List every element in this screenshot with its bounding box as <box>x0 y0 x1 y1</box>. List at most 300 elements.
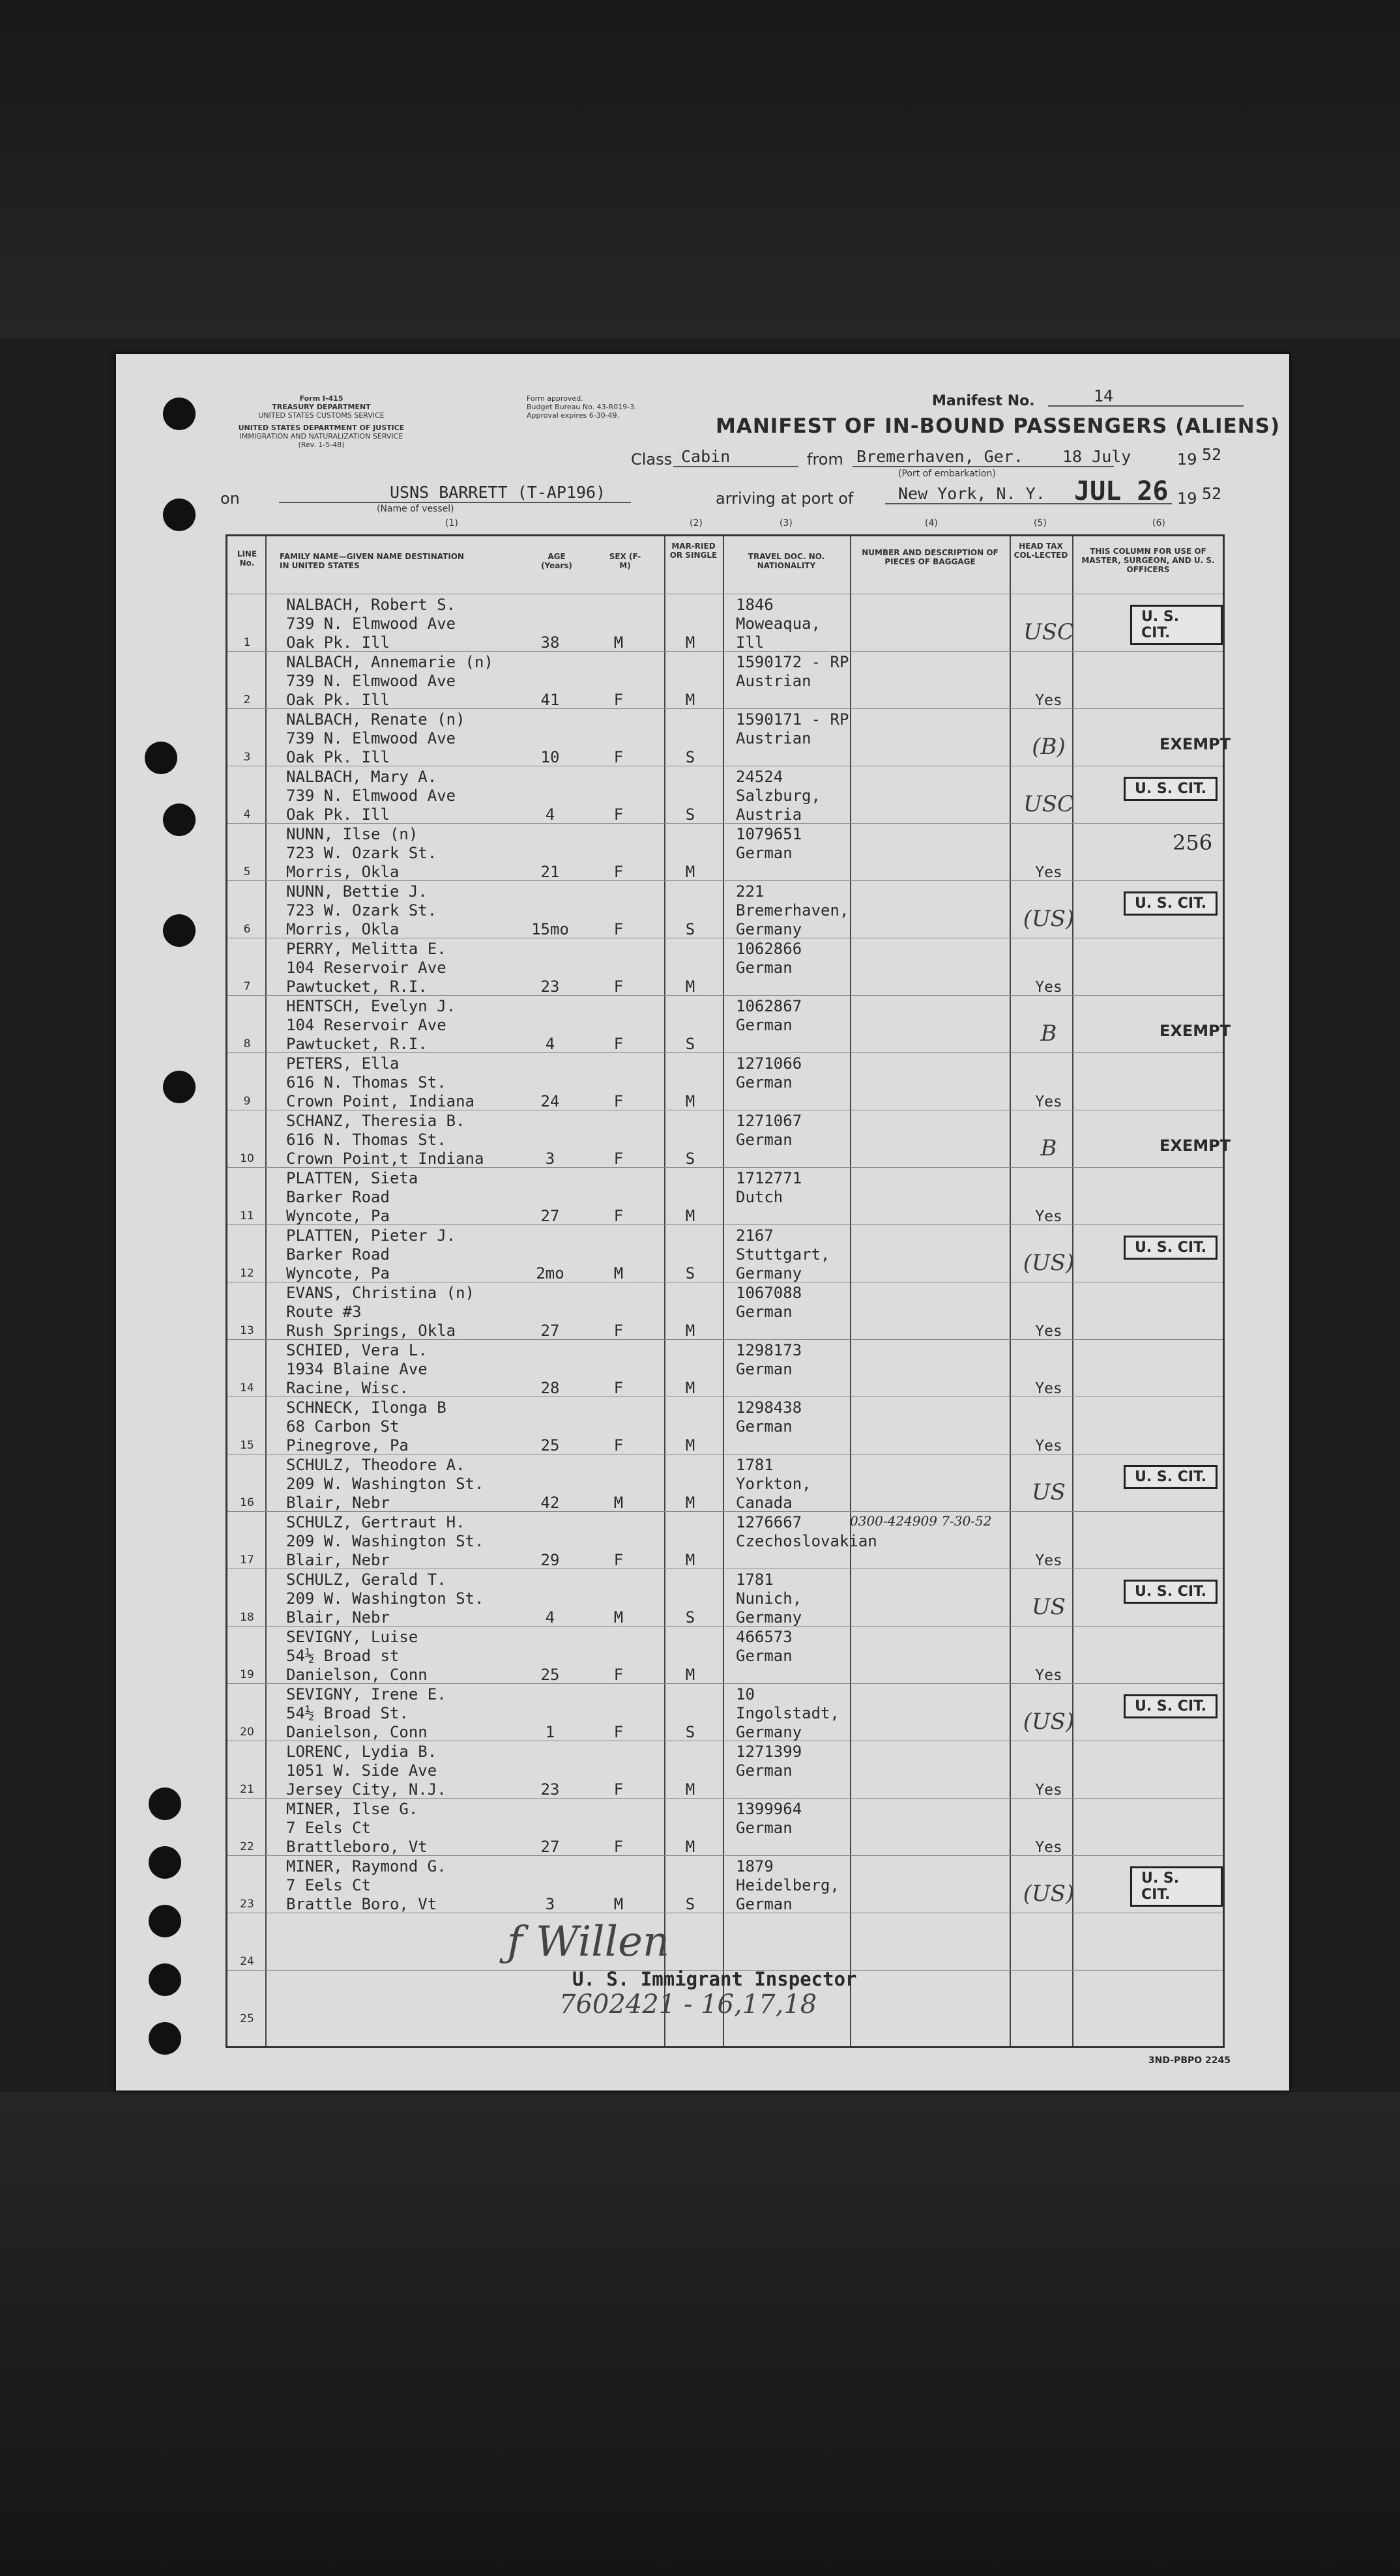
sex-cell: F <box>613 748 624 766</box>
travel-doc-number: 1590172 - RP <box>736 653 849 671</box>
table-row <box>227 1741 1223 1799</box>
travel-doc-number: 1712771 <box>736 1169 802 1187</box>
travel-doc-number: 1846 <box>736 596 774 614</box>
handwritten-mark: (US) <box>1023 906 1075 932</box>
address-city: Pinegrove, Pa <box>286 1436 409 1454</box>
header-line-no: LINE No. <box>237 549 257 568</box>
passenger-name: LORENC, Lydia B. <box>286 1743 437 1761</box>
address-city: Morris, Okla <box>286 920 400 938</box>
binder-hole <box>149 1905 181 1937</box>
table-row <box>227 1339 1223 1397</box>
embarkation-date: 18 July <box>1062 447 1131 466</box>
marital-cell: S <box>685 1608 695 1627</box>
travel-doc-number: 1062867 <box>736 997 802 1015</box>
line-number: 21 <box>240 1783 254 1796</box>
sex-cell: M <box>613 1264 624 1282</box>
manifest-table <box>226 534 1231 2048</box>
address-street: 1051 W. Side Ave <box>286 1761 437 1780</box>
age-cell: 3 <box>545 1895 555 1913</box>
nationality-line1: Ingolstadt, <box>736 1704 839 1722</box>
age-cell: 25 <box>540 1666 560 1684</box>
exempt-stamp: EXEMPT <box>1159 1022 1231 1040</box>
line-number: 2 <box>243 693 251 706</box>
address-city: Blair, Nebr <box>286 1608 390 1627</box>
marital-cell: M <box>685 1494 695 1512</box>
binder-hole <box>163 499 196 531</box>
sex-cell: F <box>613 977 624 996</box>
address-city: Danielson, Conn <box>286 1723 428 1741</box>
embarkation-year: 52 <box>1202 445 1222 464</box>
nationality-line2: German <box>736 1895 793 1913</box>
address-street: 68 Carbon St <box>286 1417 400 1436</box>
sex-cell: M <box>613 633 624 652</box>
address-city: Blair, Nebr <box>286 1494 390 1512</box>
address-street: 739 N. Elmwood Ave <box>286 787 456 805</box>
marital-cell: M <box>685 1551 695 1569</box>
sex-cell: F <box>613 1379 624 1397</box>
address-city: Oak Pk. Ill <box>286 691 390 709</box>
table-row <box>227 1167 1223 1225</box>
vessel-caption: (Name of vessel) <box>377 504 454 514</box>
binder-hole <box>163 1071 196 1103</box>
age-cell: 4 <box>545 805 555 824</box>
address-city: Wyncote, Pa <box>286 1264 390 1282</box>
revision: (Rev. 1-5-48) <box>298 441 345 449</box>
address-street: 209 W. Washington St. <box>286 1532 484 1550</box>
handwritten-mark: USC <box>1023 791 1074 817</box>
age-cell: 27 <box>540 1207 560 1225</box>
budget-bureau-text: Budget Bureau No. 43-R019-3. <box>527 403 637 411</box>
nationality-line1: Bremerhaven, <box>736 901 849 919</box>
address-street: Barker Road <box>286 1245 390 1264</box>
nationality-line1: Austrian <box>736 672 811 690</box>
address-street: 54½ Broad St. <box>286 1704 409 1722</box>
address-city: Racine, Wisc. <box>286 1379 409 1397</box>
sex-cell: M <box>613 1494 624 1512</box>
line-number: 1 <box>243 636 251 649</box>
address-city: Oak Pk. Ill <box>286 748 390 766</box>
handwritten-note: 7602421 - 16,17,18 <box>559 1990 817 2019</box>
table-row <box>227 1224 1223 1282</box>
col-number: (4) <box>925 518 938 528</box>
marital-cell: M <box>685 1379 695 1397</box>
sex-cell: F <box>613 1780 624 1799</box>
travel-doc-number: 2167 <box>736 1226 774 1245</box>
passenger-name: PLATTEN, Pieter J. <box>286 1226 456 1245</box>
address-street: 54½ Broad st <box>286 1647 400 1665</box>
address-city: Oak Pk. Ill <box>286 805 390 824</box>
nationality-line1: German <box>736 1016 793 1034</box>
table-row <box>227 1052 1223 1110</box>
table-row <box>227 1798 1223 1856</box>
sex-cell: F <box>613 920 624 938</box>
vessel-name: USNS BARRETT (T-AP196) <box>279 483 631 503</box>
line-number: 10 <box>240 1152 254 1165</box>
sex-cell: F <box>613 1551 624 1569</box>
nationality-line2: Austria <box>736 805 802 824</box>
passenger-name: SCHIED, Vera L. <box>286 1341 428 1359</box>
passenger-name: NALBACH, Robert S. <box>286 596 456 614</box>
marital-cell: M <box>685 1207 695 1225</box>
line-number: 3 <box>243 751 251 764</box>
address-city: Jersey City, N.J. <box>286 1780 446 1799</box>
table-row <box>227 880 1223 938</box>
nationality-line1: Dutch <box>736 1188 783 1206</box>
head-tax-cell: Yes <box>1035 1667 1062 1684</box>
justice-dept: UNITED STATES DEPARTMENT OF JUSTICE <box>238 424 405 432</box>
address-city: Crown Point,t Indiana <box>286 1150 484 1168</box>
travel-doc-number: 1879 <box>736 1857 774 1875</box>
head-tax-cell: Yes <box>1035 1839 1062 1856</box>
address-street: 7 Eels Ct <box>286 1876 372 1894</box>
head-tax-cell: Yes <box>1035 1208 1062 1225</box>
inspector-label: U. S. Immigrant Inspector <box>572 1968 857 1990</box>
passenger-name: SEVIGNY, Luise <box>286 1628 418 1646</box>
nationality-line2: Germany <box>736 1264 802 1282</box>
address-city: Blair, Nebr <box>286 1551 390 1569</box>
exempt-stamp: EXEMPT <box>1159 735 1231 753</box>
us-citizen-stamp: U. S. CIT. <box>1124 1580 1218 1604</box>
ins-service: IMMIGRATION AND NATURALIZATION SERVICE <box>239 432 403 441</box>
line-number: 22 <box>240 1840 254 1853</box>
col-number: (3) <box>780 518 793 528</box>
address-city: Pawtucket, R.I. <box>286 1035 428 1053</box>
page-title: MANIFEST OF IN-BOUND PASSENGERS (ALIENS) <box>716 414 1281 438</box>
address-city: Pawtucket, R.I. <box>286 977 428 996</box>
year-prefix-2: 19 <box>1177 489 1197 508</box>
class-label: Class <box>631 450 673 469</box>
col-number: (1) <box>445 518 458 528</box>
arriving-label: arriving at port of <box>716 489 854 508</box>
age-cell: 42 <box>540 1494 560 1512</box>
binder-hole <box>149 1846 181 1879</box>
header-age: AGE (Years) <box>541 552 572 570</box>
line-number: 4 <box>243 808 251 821</box>
binder-hole <box>145 742 177 774</box>
marital-cell: M <box>685 1322 695 1340</box>
passenger-name: EVANS, Christina (n) <box>286 1284 474 1302</box>
age-cell: 3 <box>545 1150 555 1168</box>
age-cell: 1 <box>545 1723 555 1741</box>
travel-doc-number: 1067088 <box>736 1284 802 1302</box>
arrival-year: 52 <box>1202 484 1222 503</box>
officer-number: 256 <box>1173 830 1213 855</box>
table-row <box>227 1683 1223 1741</box>
us-citizen-stamp: U. S. CIT. <box>1124 1694 1218 1718</box>
film-border-bottom <box>0 2092 1400 2576</box>
passenger-name: NALBACH, Mary A. <box>286 768 437 786</box>
travel-doc-number: 1781 <box>736 1456 774 1474</box>
travel-doc-number: 1276667 <box>736 1513 802 1531</box>
arrival-date-stamp: JUL 26 <box>1074 476 1169 506</box>
address-city: Crown Point, Indiana <box>286 1092 474 1110</box>
nationality-line2: Ill <box>736 633 765 652</box>
embarkation-port: Bremerhaven, Ger. <box>853 447 1114 467</box>
sex-cell: M <box>613 1608 624 1627</box>
line-number: 16 <box>240 1496 254 1509</box>
head-tax-cell: Yes <box>1035 1093 1062 1110</box>
nationality-line1: German <box>736 1761 793 1780</box>
us-citizen-stamp: U. S. CIT. <box>1124 777 1218 801</box>
passenger-name: PERRY, Melitta E. <box>286 940 446 958</box>
table-row <box>227 766 1223 824</box>
table-row <box>227 995 1231 1053</box>
handwritten-mark: (B) <box>1032 734 1066 760</box>
handwritten-mark: (US) <box>1023 1709 1075 1735</box>
head-tax-cell: Yes <box>1035 1323 1062 1340</box>
treasury-dept: TREASURY DEPARTMENT <box>272 403 371 411</box>
col-number: (2) <box>690 518 703 528</box>
travel-doc-number: 466573 <box>736 1628 793 1646</box>
approval-text: Form approved. <box>527 394 583 403</box>
age-cell: 27 <box>540 1322 560 1340</box>
sex-cell: F <box>613 1150 624 1168</box>
address-city: Brattleboro, Vt <box>286 1838 428 1856</box>
nationality-line2: Germany <box>736 1723 802 1741</box>
nationality-line1: German <box>736 1417 793 1436</box>
marital-cell: M <box>685 863 695 881</box>
address-city: Brattle Boro, Vt <box>286 1895 437 1913</box>
header-officers: THIS COLUMN FOR USE OF MASTER, SURGEON, AND U. S. OFFICERS <box>1081 547 1215 574</box>
address-street: 7 Eels Ct <box>286 1819 372 1837</box>
line-number: 9 <box>243 1095 251 1108</box>
passenger-name: MINER, Raymond G. <box>286 1857 446 1875</box>
form-agency-block <box>214 394 429 449</box>
line-number: 25 <box>240 2012 254 2025</box>
nationality-line1: German <box>736 1360 793 1378</box>
passenger-name: NALBACH, Annemarie (n) <box>286 653 493 671</box>
header-travel-doc: TRAVEL DOC. NO. NATIONALITY <box>748 552 825 570</box>
travel-doc-number: 1298173 <box>736 1341 802 1359</box>
line-number: 19 <box>240 1668 254 1681</box>
table-row <box>227 1397 1223 1454</box>
us-citizen-stamp: U. S. CIT. <box>1124 1236 1218 1260</box>
inspector-signature: ƒ Willen <box>507 1918 670 1966</box>
passenger-name: SCHULZ, Gertraut H. <box>286 1513 465 1531</box>
travel-doc-number: 1298438 <box>736 1398 802 1417</box>
table-row <box>227 1454 1223 1512</box>
passenger-name: MINER, Ilse G. <box>286 1800 418 1818</box>
line-number: 18 <box>240 1611 254 1624</box>
binder-hole <box>149 2022 181 2055</box>
age-cell: 38 <box>540 633 560 652</box>
head-tax-cell: Yes <box>1035 1380 1062 1397</box>
table-row <box>227 1913 1223 1971</box>
travel-doc-number: 221 <box>736 882 765 901</box>
table-row <box>227 823 1223 881</box>
binder-hole <box>163 398 196 430</box>
nationality-line2: Germany <box>736 920 802 938</box>
head-tax-cell: Yes <box>1035 692 1062 709</box>
sex-cell: F <box>613 1322 624 1340</box>
table-row <box>227 651 1223 709</box>
handwritten-mark: (US) <box>1023 1881 1075 1907</box>
travel-doc-number: 1271067 <box>736 1112 802 1130</box>
age-cell: 29 <box>540 1551 560 1569</box>
us-citizen-stamp: U. S. CIT. <box>1130 605 1223 645</box>
travel-doc-number: 1062866 <box>736 940 802 958</box>
year-prefix: 19 <box>1177 450 1197 469</box>
line-number: 14 <box>240 1382 254 1395</box>
address-city: Oak Pk. Ill <box>286 633 390 652</box>
header-head-tax: HEAD TAX COL-LECTED <box>1014 542 1068 560</box>
nationality-line1: Moweaqua, <box>736 615 821 633</box>
marital-cell: S <box>685 1150 695 1168</box>
manifest-sheet <box>116 354 1289 2091</box>
handwritten-mark: US <box>1032 1594 1066 1620</box>
line-number: 6 <box>243 923 251 936</box>
table-row <box>227 1626 1223 1684</box>
form-number: Form I-415 <box>299 394 343 403</box>
travel-doc-number: 1590171 - RP <box>736 710 849 729</box>
nationality-line1: German <box>736 1647 793 1665</box>
age-cell: 41 <box>540 691 560 709</box>
age-cell: 24 <box>540 1092 560 1110</box>
header-name: FAMILY NAME—GIVEN NAME DESTINATION IN UNITED STATES <box>280 552 465 570</box>
address-street: 723 W. Ozark St. <box>286 901 437 919</box>
age-cell: 23 <box>540 977 560 996</box>
sex-cell: F <box>613 1207 624 1225</box>
head-tax-cell: Yes <box>1035 1782 1062 1799</box>
film-border-top <box>0 0 1400 339</box>
address-street: 723 W. Ozark St. <box>286 844 437 862</box>
address-street: 616 N. Thomas St. <box>286 1073 446 1092</box>
col-number: (6) <box>1152 518 1165 528</box>
address-street: Barker Road <box>286 1188 390 1206</box>
line-number: 8 <box>243 1037 251 1050</box>
marital-cell: S <box>685 1264 695 1282</box>
passenger-name: NUNN, Bettie J. <box>286 882 428 901</box>
header-baggage: NUMBER AND DESCRIPTION OF PIECES OF BAGGAGE <box>862 548 999 566</box>
passenger-name: HENTSCH, Evelyn J. <box>286 997 456 1015</box>
sex-cell: F <box>613 1035 624 1053</box>
customs-service: UNITED STATES CUSTOMS SERVICE <box>258 411 385 420</box>
manifest-no-value: 14 <box>1048 386 1244 407</box>
approval-expiry: Approval expires 6-30-49. <box>527 411 620 420</box>
address-street: 739 N. Elmwood Ave <box>286 615 456 633</box>
line-number: 15 <box>240 1439 254 1452</box>
nationality-line1: German <box>736 959 793 977</box>
table-row <box>227 1110 1231 1168</box>
sex-cell: F <box>613 1723 624 1741</box>
sex-cell: M <box>613 1895 624 1913</box>
line-number: 24 <box>240 1955 254 1968</box>
marital-cell: S <box>685 748 695 766</box>
address-street: 104 Reservoir Ave <box>286 959 446 977</box>
age-cell: 23 <box>540 1780 560 1799</box>
passenger-name: NALBACH, Renate (n) <box>286 710 465 729</box>
line-number: 13 <box>240 1324 254 1337</box>
age-cell: 4 <box>545 1035 555 1053</box>
table-row <box>227 1282 1223 1340</box>
nationality-line1: German <box>736 1131 793 1149</box>
address-street: 209 W. Washington St. <box>286 1475 484 1493</box>
class-value: Cabin <box>673 447 798 467</box>
marital-cell: M <box>685 977 695 996</box>
binder-hole <box>163 914 196 947</box>
passenger-name: PETERS, Ella <box>286 1054 400 1073</box>
nationality-line1: Stuttgart, <box>736 1245 830 1264</box>
travel-doc-number: 1399964 <box>736 1800 802 1818</box>
us-citizen-stamp: U. S. CIT. <box>1124 891 1218 916</box>
from-label: from <box>807 450 843 469</box>
address-city: Wyncote, Pa <box>286 1207 390 1225</box>
head-tax-cell: Yes <box>1035 1552 1062 1569</box>
sex-cell: F <box>613 863 624 881</box>
binder-hole <box>149 1963 181 1996</box>
marital-cell: S <box>685 1035 695 1053</box>
passenger-name: NUNN, Ilse (n) <box>286 825 418 843</box>
address-street: 616 N. Thomas St. <box>286 1131 446 1149</box>
passenger-name: SCHULZ, Theodore A. <box>286 1456 465 1474</box>
nationality-line1: German <box>736 1819 793 1837</box>
travel-doc-number: 1271399 <box>736 1743 802 1761</box>
handwritten-mark: (US) <box>1023 1250 1075 1276</box>
arrival-port: New York, N. Y. <box>885 484 1172 504</box>
age-cell: 28 <box>540 1379 560 1397</box>
exempt-stamp: EXEMPT <box>1159 1136 1231 1155</box>
embark-caption: (Port of embarkation) <box>898 469 996 479</box>
age-cell: 15mo <box>531 920 569 938</box>
marital-cell: S <box>685 805 695 824</box>
table-row <box>227 1511 1223 1569</box>
sex-cell: F <box>613 1838 624 1856</box>
nationality-line1: German <box>736 1073 793 1092</box>
age-cell: 10 <box>540 748 560 766</box>
handwritten-mark: US <box>1032 1479 1066 1505</box>
us-citizen-stamp: U. S. CIT. <box>1130 1866 1223 1907</box>
handwritten-mark: B <box>1040 1135 1057 1161</box>
address-city: Danielson, Conn <box>286 1666 428 1684</box>
handwritten-annotation: 0300-424909 7-30-52 <box>850 1513 992 1529</box>
binder-hole <box>149 1787 181 1820</box>
travel-doc-number: 1271066 <box>736 1054 802 1073</box>
table-row <box>227 1855 1223 1913</box>
travel-doc-number: 10 <box>736 1685 755 1703</box>
age-cell: 2mo <box>536 1264 564 1282</box>
address-city: Morris, Okla <box>286 863 400 881</box>
nationality-line1: German <box>736 844 793 862</box>
sex-cell: F <box>613 1436 624 1454</box>
passenger-name: SCHULZ, Gerald T. <box>286 1570 446 1589</box>
travel-doc-number: 1781 <box>736 1570 774 1589</box>
line-number: 20 <box>240 1726 254 1739</box>
address-street: 739 N. Elmwood Ave <box>286 729 456 747</box>
nationality-line1: Heidelberg, <box>736 1876 839 1894</box>
nationality-line1: Austrian <box>736 729 811 747</box>
line-number: 5 <box>243 865 251 878</box>
handwritten-mark: USC <box>1023 619 1074 645</box>
table-row <box>227 594 1223 652</box>
age-cell: 21 <box>540 863 560 881</box>
on-label: on <box>220 489 240 508</box>
line-number: 23 <box>240 1898 254 1911</box>
print-code: 3ND-PBPO 2245 <box>1148 2055 1231 2066</box>
nationality-line2: Germany <box>736 1608 802 1627</box>
line-number: 7 <box>243 980 251 993</box>
address-street: Route #3 <box>286 1303 362 1321</box>
marital-cell: S <box>685 920 695 938</box>
binder-hole <box>163 803 196 836</box>
marital-cell: M <box>685 1092 695 1110</box>
marital-cell: S <box>685 1895 695 1913</box>
line-number: 11 <box>240 1209 254 1223</box>
nationality-line1: Yorkton, <box>736 1475 811 1493</box>
sex-cell: F <box>613 691 624 709</box>
passenger-name: SCHANZ, Theresia B. <box>286 1112 465 1130</box>
header-sex: SEX (F-M) <box>609 552 641 570</box>
marital-cell: M <box>685 1666 695 1684</box>
